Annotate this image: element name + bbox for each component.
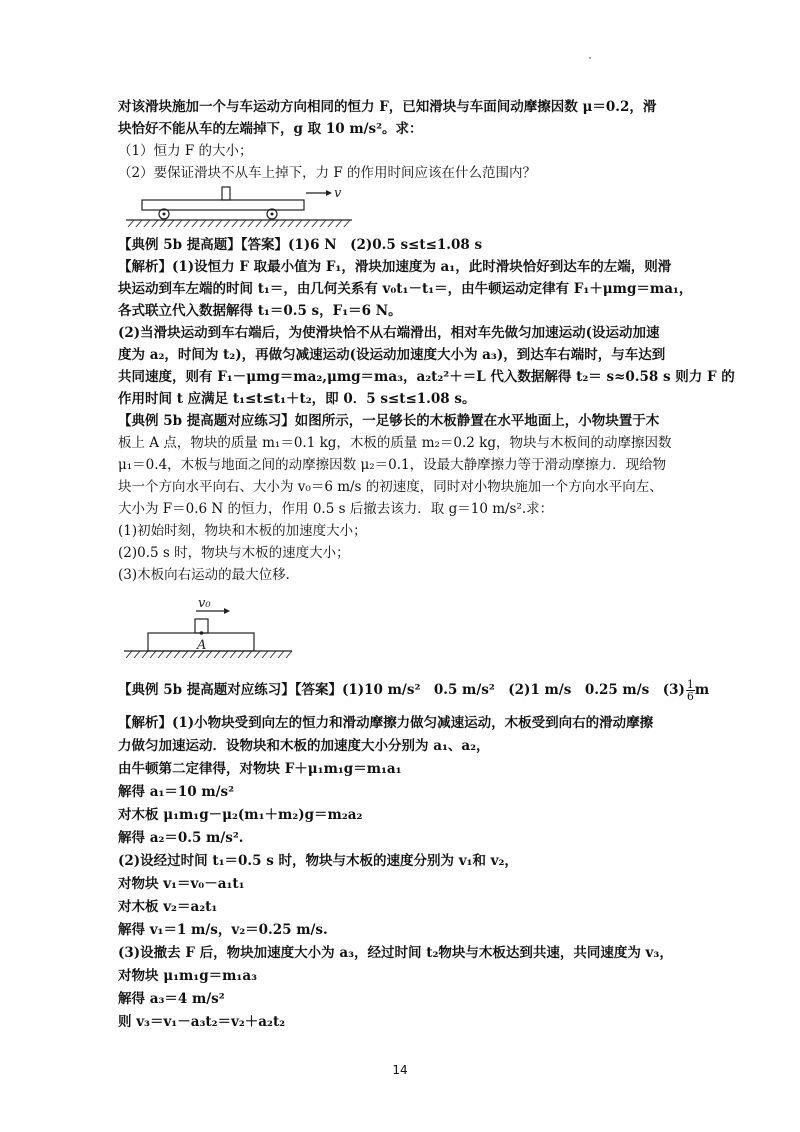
text-line: 力做匀加速运动．设物块和木板的加速度大小分别为 a₁、a₂， [118,738,490,754]
text-line: 度为 a₂，时间为 t₂)，再做匀减速运动(设运动加速度大小为 a₃)，到达车右端时，与车达到 [118,347,666,363]
text-line: 对物块 v₁＝v₀－a₁t₁ [118,876,245,892]
text-line: 对木板 μ₁m₁g－μ₂(m₁＋m₂)g＝m₂a₂ [118,807,363,823]
text-line: 大小为 F＝0.6 N 的恒力，作用 0.5 s 后撤去该力．取 g＝10 m/s².求： [118,501,554,517]
text-line: (2)当滑块运动到车右端后，为使滑块恰不从右端滑出，相对车先做匀加速运动(设运动加速 [118,325,660,341]
text-line: 【典例 5b 提高题】【答案】(1)6 N (2)0.5 s≤t≤1.08 s [118,237,483,253]
text-line: (1)初始时刻，物块和木板的加速度大小； [118,523,367,539]
cart-diagram [120,185,360,231]
plank-diagram [120,594,300,664]
text-line: （2）要保证滑块不从车上掉下，力 F 的作用时间应该在什么范围内？ [118,165,537,181]
text-line: 作用时间 t 应满足 t₁≤t≤t₁＋t₂，即 0．5 s≤t≤1.08 s。 [118,391,476,407]
text-line: 块一个方向水平向右、大小为 v₀＝6 m/s 的初速度，同时对小物块施加一个方向水平向左、 [118,479,663,495]
text-line: (3)设撤去 F 后，物块加速度大小为 a₃，经过时间 t₂物块与木板达到共速，共同速度为 v₃， [118,945,673,961]
text-line: 对该滑块施加一个与车运动方向相同的恒力 F，已知滑块与车面间动摩擦因数 μ＝0.2，滑 [118,99,657,115]
text-line: 对木板 v₂＝a₂t₁ [118,899,218,915]
fraction-unit: m [694,682,710,698]
text-line: (2)0.5 s 时，物块与木板的速度大小； [118,545,350,561]
text-line: 解得 a₁＝10 m/s² [118,784,235,800]
velocity-label: v [334,186,342,201]
text-line: 各式联立代入数据解得 t₁＝0.5 s，F₁＝6 N。 [118,303,402,319]
scan-speck [589,57,591,59]
text-line: 解得 a₃＝4 m/s² [118,991,225,1007]
text-line: 由牛顿第二定律得，对物块 F＋μ₁m₁g＝m₁a₁ [118,761,402,777]
ground-hatch [126,651,292,658]
answer-line [118,678,710,703]
text-line: 解得 a₂＝0.5 m/s². [118,830,244,846]
text-line: （1）恒力 F 的大小； [118,143,253,159]
text-line: (2)设经过时间 t₁＝0.5 s 时，物块与木板的速度分别为 v₁和 v₂， [118,853,518,869]
answer-fraction [686,679,695,702]
text-line: 块运动到车左端的时间 t₁＝，由几何关系有 v₀t₁－t₁＝，由牛顿运动定律有 F₁＋μmg＝ma₁， [118,281,693,297]
text-line: 板上 A 点，物块的质量 m₁＝0.1 kg，木板的质量 m₂＝0.2 kg，物块与木板间的动摩擦因数 [118,435,672,451]
small-block [195,619,208,633]
slider-block [222,187,230,200]
text-line: 块恰好不能从车的左端掉下，g 取 10 m/s²。求： [118,121,423,137]
text-line: μ₁＝0.4，木板与地面之间的动摩擦因数 μ₂＝0.1，设最大静摩擦力等于滑动摩擦力．现给物 [118,457,667,473]
text-line: 对物块 μ₁m₁g＝m₁a₃ [118,968,257,984]
answer-text: 【典例 5b 提高题对应练习】【答案】(1)10 m/s² 0.5 m/s² (2)1 m/s 0.25 m/s (3) [118,682,685,698]
text-line: 【解析】(1)设恒力 F 取最小值为 F₁，滑块加速度为 a₁，此时滑块恰好到达车的左端，则滑 [118,259,672,275]
text-line: 【典例 5b 提高题对应练习】如图所示，一足够长的木板静置在水平地面上，小物块置于木 [118,413,660,429]
text-line: 解得 v₁＝1 m/s，v₂＝0.25 m/s. [118,922,328,938]
cart-body [142,200,304,210]
text-line: 则 v₃＝v₁－a₃t₂＝v₂＋a₂t₂ [118,1014,286,1030]
text-line: 共同速度，则有 F₁－μmg＝ma₂,μmg＝ma₃，a₂t₂²＋＝L 代入数据解得 t₂＝ s≈0.58 s 则力 F 的 [118,369,735,385]
point-a-label: A [197,638,207,653]
velocity-label: v₀ [198,596,211,611]
text-line: (3)木板向右运动的最大位移． [118,567,300,583]
ground-hatch [128,220,350,227]
text-line: 【解析】(1)小物块受到向左的恒力和滑动摩擦力做匀减速运动，木板受到向右的滑动摩擦 [118,715,654,731]
fraction-denominator: 6 [686,690,694,703]
fraction-numerator: 1 [686,678,694,691]
page-number: 14 [392,1063,408,1077]
